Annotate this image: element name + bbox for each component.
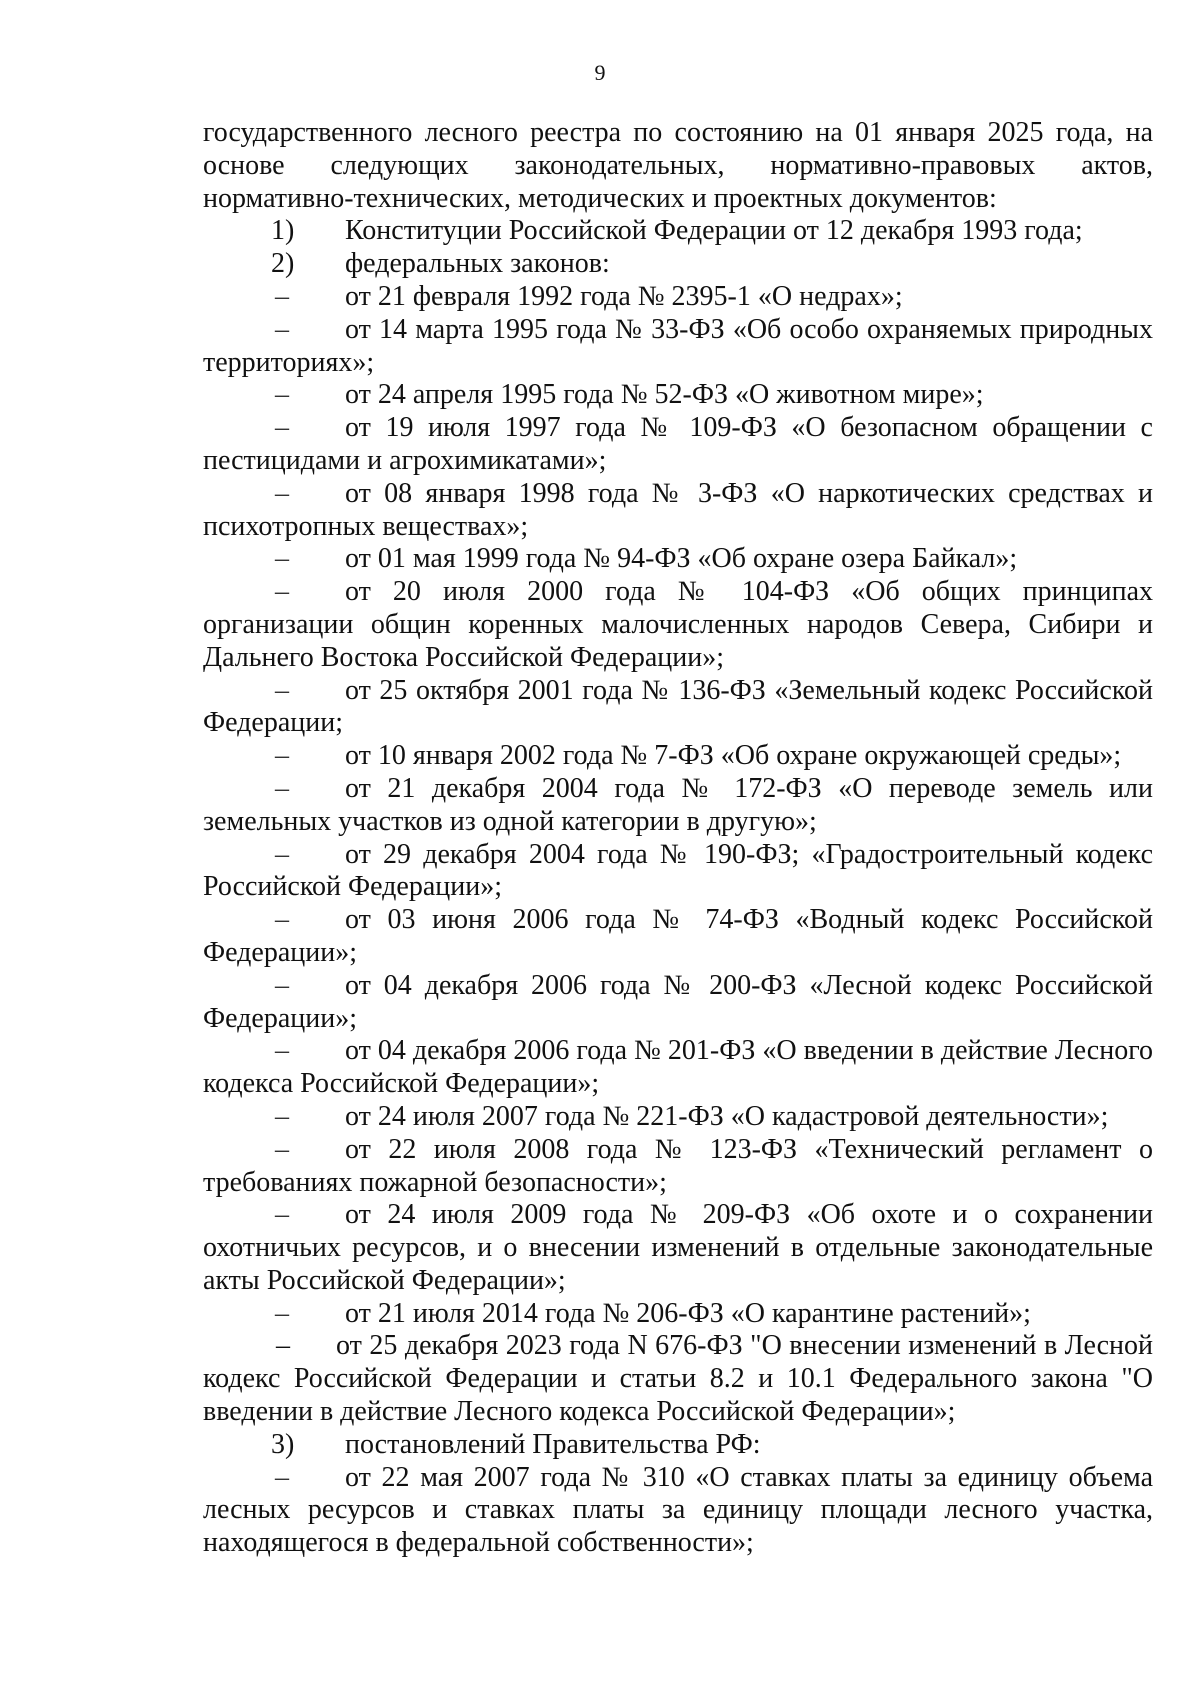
item-first-line xyxy=(203,675,1153,708)
list-dash: – xyxy=(275,969,289,1001)
list-item xyxy=(203,215,1153,248)
item-line-text: федеральных законов: xyxy=(345,248,610,280)
list-item xyxy=(203,314,1153,380)
item-line: Российской Федерации»; xyxy=(203,871,503,903)
list-dash: – xyxy=(275,838,289,870)
list-item xyxy=(203,740,1153,773)
item-line: охотничьих ресурсов, и о внесении изменений в отдельные законодательные xyxy=(203,1232,1153,1264)
item-first-line xyxy=(203,379,1153,412)
list-item xyxy=(203,1101,1153,1134)
item-first-line xyxy=(203,576,1153,609)
item-first-line xyxy=(203,478,1153,511)
list-dash: – xyxy=(275,904,289,936)
intro-paragraph xyxy=(203,117,1153,215)
item-line: психотропных веществах»; xyxy=(203,510,529,542)
list-item xyxy=(203,1462,1153,1560)
list-dash: – xyxy=(275,1035,289,1067)
item-first-line xyxy=(203,839,1153,872)
intro-line: государственного лесного реестра по состоянию на 01 января 2025 года, на xyxy=(203,117,1153,148)
list-item xyxy=(203,1035,1153,1101)
list-dash: – xyxy=(275,1297,289,1329)
item-line: Федерации; xyxy=(203,707,344,739)
list-dash: – xyxy=(275,543,289,575)
list-item xyxy=(203,904,1153,970)
item-first-line xyxy=(203,904,1153,937)
list-number: 2) xyxy=(271,248,295,280)
item-line-text: от 14 марта 1995 года № 33-ФЗ «Об особо охраняемых природных xyxy=(345,313,1153,345)
item-first-line xyxy=(203,1462,1153,1495)
item-line-text: от 21 декабря 2004 года № 172-ФЗ «О переводе земель или xyxy=(345,772,1153,804)
item-line-text: постановлений Правительства РФ: xyxy=(345,1428,761,1460)
list-dash: – xyxy=(275,477,289,509)
item-line: пестицидами и агрохимикатами»; xyxy=(203,444,607,476)
item-first-line xyxy=(203,314,1153,347)
item-line: территориях»; xyxy=(203,346,375,378)
item-line-text: от 04 декабря 2006 года № 201-ФЗ «О введении в действие Лесного xyxy=(345,1035,1153,1067)
item-first-line xyxy=(203,740,1153,773)
item-line xyxy=(203,1330,1153,1363)
item-line-text: от 22 июля 2008 года № 123-ФЗ «Технический регламент о xyxy=(345,1133,1153,1165)
item-first-line xyxy=(203,1429,1153,1462)
item-line-text: от 20 июля 2000 года № 104-ФЗ «Об общих принципах xyxy=(345,576,1153,608)
item-first-line xyxy=(203,1199,1153,1232)
list-dash: – xyxy=(276,1330,290,1362)
item-line-text: от 24 июля 2009 года № 209-ФЗ «Об охоте и о сохранении xyxy=(345,1199,1153,1231)
legal-acts-list xyxy=(203,215,1153,1330)
list-item xyxy=(203,773,1153,839)
item-line-text: от 19 июля 1997 года № 109-ФЗ «О безопасном обращении с xyxy=(345,412,1153,444)
list-dash: – xyxy=(275,412,289,444)
item-line: Федерации»; xyxy=(203,1002,358,1034)
document-body xyxy=(203,117,1153,1560)
item-line-text: Конституции Российской Федерации от 12 декабря 1993 года; xyxy=(345,215,1083,247)
list-item xyxy=(203,1298,1153,1331)
list-item xyxy=(203,478,1153,544)
item-line-text: от 21 февраля 1992 года № 2395-1 «О недрах»; xyxy=(345,280,903,312)
list-item-special xyxy=(203,1330,1153,1428)
item-line-text: от 08 января 1998 года № 3-ФЗ «О наркотических средствах и xyxy=(345,477,1153,509)
item-line: находящегося в федеральной собственности»; xyxy=(203,1527,754,1559)
list-dash: – xyxy=(275,280,289,312)
list-dash: – xyxy=(275,1199,289,1231)
list-item xyxy=(203,412,1153,478)
list-item xyxy=(203,576,1153,674)
list-item xyxy=(203,1134,1153,1200)
item-first-line xyxy=(203,412,1153,445)
item-line: Дальнего Востока Российской Федерации»; xyxy=(203,641,724,673)
page-number: 9 xyxy=(594,60,606,85)
item-first-line xyxy=(203,543,1153,576)
intro-line: основе следующих законодательных, нормативно-правовых актов, xyxy=(203,149,1153,181)
item-line: кодекса Российской Федерации»; xyxy=(203,1068,600,1100)
list-item xyxy=(203,675,1153,741)
item-first-line xyxy=(203,1035,1153,1068)
list-number: 1) xyxy=(271,215,295,247)
list-number: 3) xyxy=(271,1428,295,1460)
item-line-text: от 21 июля 2014 года № 206-ФЗ «О карантине растений»; xyxy=(345,1297,1031,1329)
item-line: Федерации»; xyxy=(203,936,358,968)
item-line-text: от 25 декабря 2023 года N 676-ФЗ "О внесении изменений в Лесной xyxy=(336,1330,1153,1362)
item-first-line xyxy=(203,773,1153,806)
list-item xyxy=(203,839,1153,905)
item-line-text: от 24 апреля 1995 года № 52-ФЗ «О животном мире»; xyxy=(345,379,984,411)
list-dash: – xyxy=(275,379,289,411)
item-line: лесных ресурсов и ставках платы за единицу площади лесного участка, xyxy=(203,1494,1153,1526)
list-item xyxy=(203,379,1153,412)
item-line-text: от 29 декабря 2004 года № 190-ФЗ; «Градостроительный кодекс xyxy=(345,838,1153,870)
item-line: введении в действие Лесного кодекса Российской Федерации»; xyxy=(203,1396,956,1428)
item-line-text: от 10 января 2002 года № 7-ФЗ «Об охране окружающей среды»; xyxy=(345,740,1122,772)
list-dash: – xyxy=(275,674,289,706)
item-line-text: от 01 мая 1999 года № 94-ФЗ «Об охране озера Байкал»; xyxy=(345,543,1018,575)
item-line-text: от 03 июня 2006 года № 74-ФЗ «Водный кодекс Российской xyxy=(345,904,1153,936)
item-line-text: от 25 октября 2001 года № 136-ФЗ «Земельный кодекс Российской xyxy=(345,674,1153,706)
item-first-line xyxy=(203,215,1153,248)
list-dash: – xyxy=(275,772,289,804)
item-line-text: от 22 мая 2007 года № 310 «О ставках платы за единицу объема xyxy=(345,1461,1153,1493)
item-first-line xyxy=(203,970,1153,1003)
item-line-text: от 04 декабря 2006 года № 200-ФЗ «Лесной кодекс Российской xyxy=(345,969,1153,1001)
item-first-line xyxy=(203,1134,1153,1167)
list-dash: – xyxy=(275,313,289,345)
intro-line: нормативно-технических, методических и проектных документов: xyxy=(203,182,997,214)
item-line: кодекс Российской Федерации и статьи 8.2 и 10.1 Федерального закона "О xyxy=(203,1363,1153,1395)
list-item xyxy=(203,1429,1153,1462)
government-decrees-list xyxy=(203,1429,1153,1560)
list-dash: – xyxy=(275,576,289,608)
item-first-line xyxy=(203,1101,1153,1134)
list-dash: – xyxy=(275,740,289,772)
list-item xyxy=(203,543,1153,576)
item-line: акты Российской Федерации»; xyxy=(203,1264,566,1296)
list-dash: – xyxy=(275,1100,289,1132)
list-item xyxy=(203,1199,1153,1297)
list-item xyxy=(203,970,1153,1036)
list-item xyxy=(203,248,1153,281)
item-line: организации общин коренных малочисленных народов Севера, Сибири и xyxy=(203,608,1153,640)
list-dash: – xyxy=(275,1133,289,1165)
item-line: земельных участков из одной категории в другую»; xyxy=(203,805,817,837)
item-line-text: от 24 июля 2007 года № 221-ФЗ «О кадастровой деятельности»; xyxy=(345,1100,1109,1132)
item-line: требованиях пожарной безопасности»; xyxy=(203,1166,667,1198)
list-dash: – xyxy=(275,1461,289,1493)
item-first-line xyxy=(203,281,1153,314)
item-first-line xyxy=(203,248,1153,281)
item-first-line xyxy=(203,1298,1153,1331)
list-item xyxy=(203,281,1153,314)
